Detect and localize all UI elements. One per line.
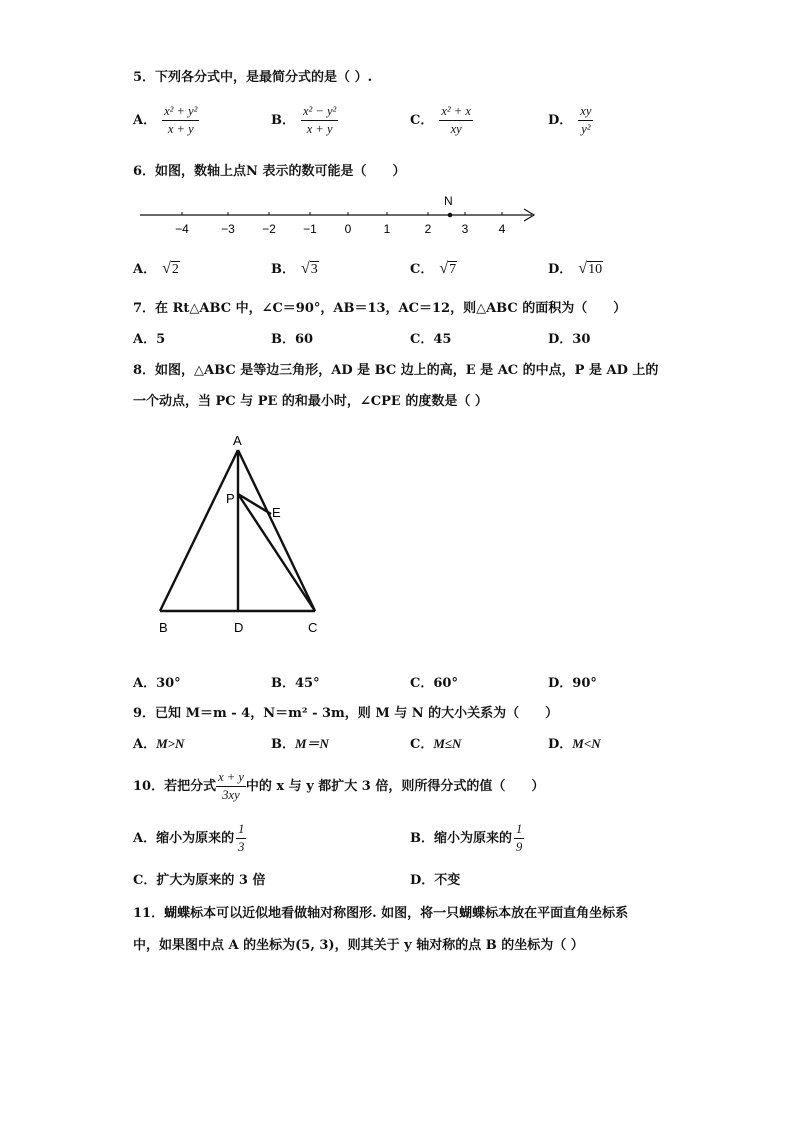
tick-label: −2 [262,222,276,236]
q9-stem: 9．已知 M＝m - 4，N＝m² - 3m，则 M 与 N 的大小关系为（ ） [133,706,559,721]
tick-label: 4 [498,222,506,236]
q5-option-c[interactable]: C． $\frac{\text{x² + x}}{xy}$ [410,104,471,136]
q8-option-b[interactable]: B．45° [271,676,320,691]
fraction: $\frac{1}{9}$ [516,822,523,854]
fraction: $\frac{\text{x² + y²}}{x + y}$ [164,104,198,136]
q6-option-c[interactable]: C． √7 [410,260,457,277]
q7-option-c[interactable]: C．45 [410,332,452,347]
q6-stem: 6．如图，数轴上点N 表示的数可能是（ ） [133,164,406,179]
q5-option-b[interactable]: B． $\frac{\text{x² − y²}}{x + y}$ [271,104,337,136]
q8-stem-line1: 8．如图，△ABC 是等边三角形，AD 是 BC 边上的高，E 是 AC 的中点，P 是 AD 上的 [133,363,659,378]
segment-pe [238,494,271,514]
q9-option-d[interactable]: D．M<N [548,736,601,752]
q5-option-d[interactable]: D． $\frac{xy}{\text{y²}}$ [548,104,592,136]
q6-option-b[interactable]: B． √3 [271,260,318,277]
q11-stem-line1: 11．蝴蝶标本可以近似地看做轴对称图形. 如图，将一只蝴蝶标本放在平面直角坐标系 [133,906,629,921]
q6-option-a[interactable]: A． √2 [133,260,179,277]
side-ac [238,450,315,611]
q8-option-a[interactable]: A．30° [133,676,181,691]
radical: √2 [162,260,179,277]
tick-label: 0 [344,222,352,236]
q7-option-d[interactable]: D．30 [548,332,591,347]
number-line-ticks [175,212,506,236]
q6-option-d[interactable]: D． √10 [548,260,603,277]
q11-stem-line2: 中，如果图中点 A 的坐标为(5, 3)，则其关于 y 轴对称的点 B 的坐标为（ ） [133,938,584,953]
label-a: A [233,433,242,448]
label-p: P [226,491,235,506]
q7-option-a[interactable]: A．5 [133,332,166,347]
q9-option-c[interactable]: C．M≤N [410,736,462,752]
q5-stem: 5．下列各分式中，是最简分式的是（ ）. [133,70,373,85]
tick-label: 1 [383,222,391,236]
q7-stem: 7．在 Rt△ABC 中，∠C＝90°，AB＝13，AC＝12，则△ABC 的面积为（ ） [133,301,627,316]
label-b: B [159,620,168,635]
q10-option-d[interactable]: D．不变 [410,873,461,888]
q10-option-c[interactable]: C．扩大为原来的 3 倍 [133,873,266,888]
q7-option-b[interactable]: B．60 [271,332,314,347]
point-n [448,213,453,218]
radical: √7 [439,260,457,277]
triangle-figure [150,428,340,643]
q5-option-a[interactable]: A． $\frac{\text{x² + y²}}{x + y}$ [133,104,198,136]
label-d: D [234,620,244,635]
q8-option-d[interactable]: D．90° [548,676,597,691]
tick-label: −4 [175,222,189,236]
tick-label: 3 [461,222,469,236]
radical: √10 [578,260,603,277]
label-e: E [272,505,281,520]
radical: √3 [301,260,318,277]
q10-stem: 10．若把分式 $\frac{x + y}{3xy}$ 中的 x 与 y 都扩大 3 倍，则所得分式的值（ ） [133,770,545,802]
q8-option-c[interactable]: C．60° [410,676,458,691]
q9-option-a[interactable]: A．M>N [133,736,185,752]
q8-stem-line2: 一个动点，当 PC 与 PE 的和最小时，∠CPE 的度数是（ ） [133,394,488,409]
fraction: $\frac{\text{x² − y²}}{x + y}$ [303,104,337,136]
q9-option-b[interactable]: B．M＝N [271,736,329,752]
q10-option-b[interactable]: B．缩小为原来的 $\frac{1}{9}$ [410,822,523,854]
fraction: $\frac{\text{x² + x}}{xy}$ [441,104,471,136]
side-ab [160,450,238,611]
number-line-figure [130,190,550,240]
tick-label: −3 [221,222,235,236]
tick-label: −1 [303,222,317,236]
fraction: $\frac{x + y}{3xy}$ [218,770,244,802]
q10-option-a[interactable]: A．缩小为原来的 $\frac{1}{3}$ [133,822,245,854]
tick-label: 2 [424,222,432,236]
fraction: $\frac{xy}{\text{y²}}$ [580,104,592,136]
label-c: C [308,620,318,635]
point-n-label: N [444,194,453,208]
fraction: $\frac{1}{3}$ [238,822,245,854]
